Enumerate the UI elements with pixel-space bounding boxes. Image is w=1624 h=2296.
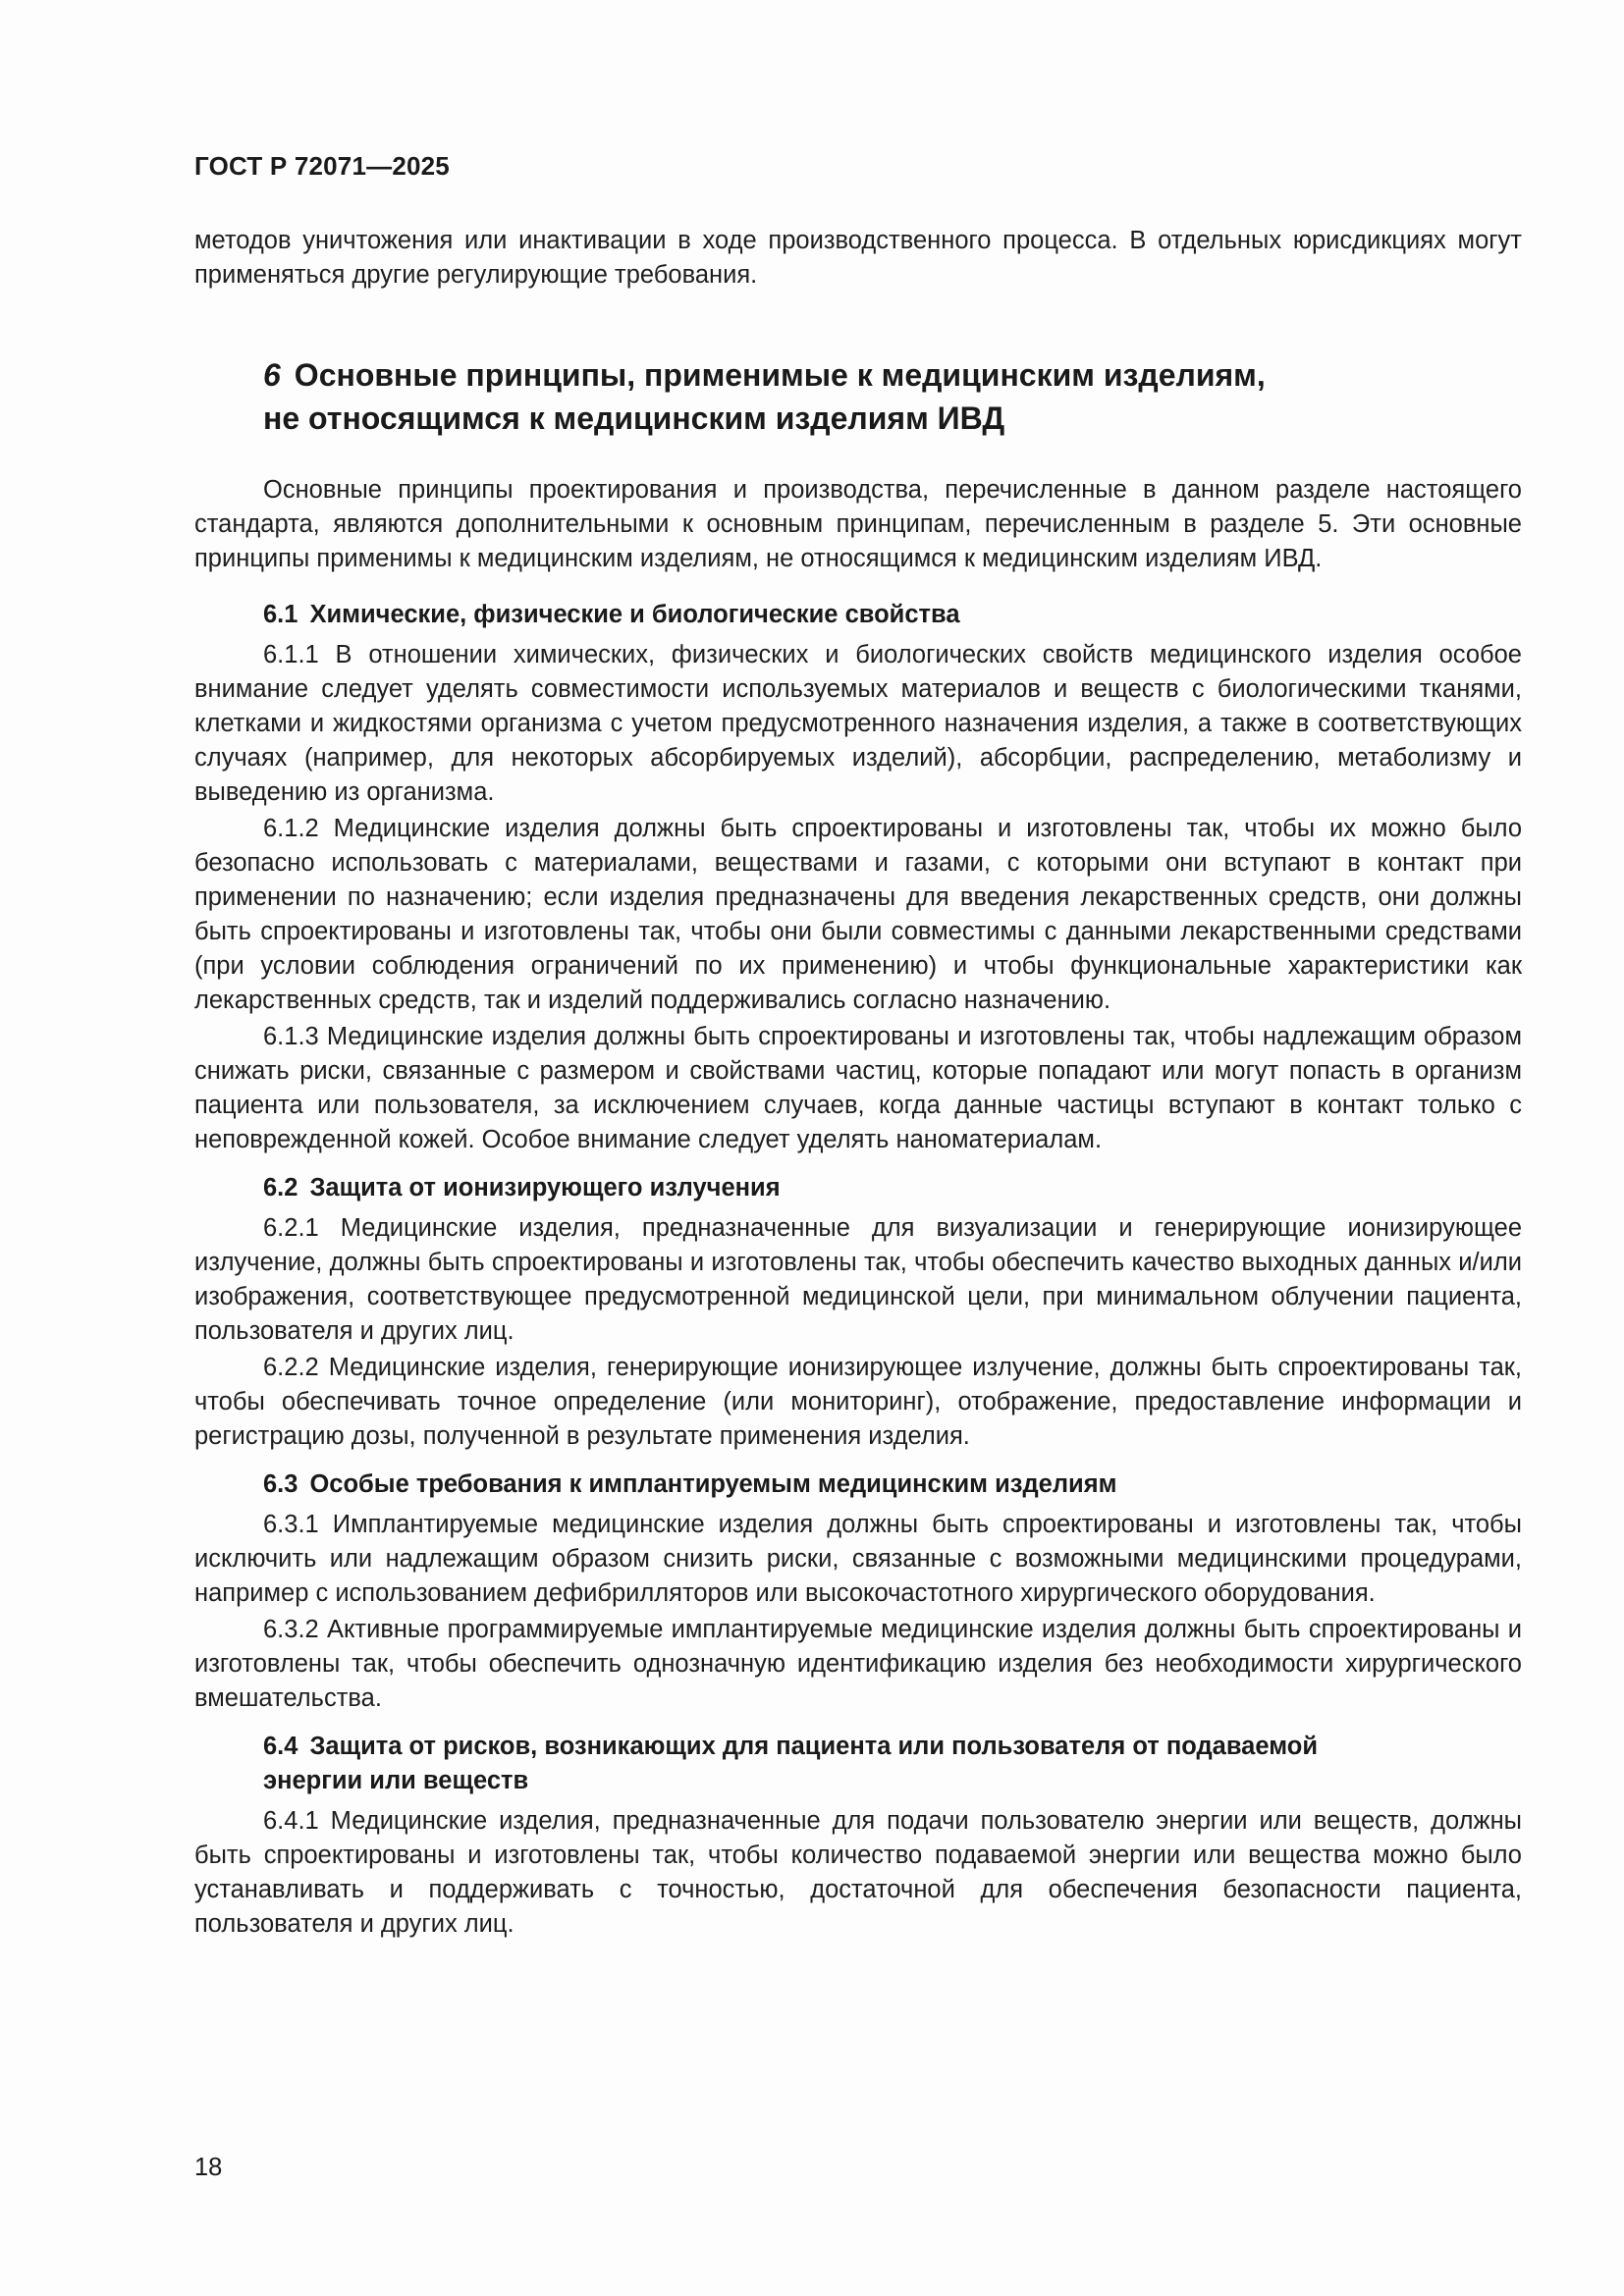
subsection-6-1-heading — [194, 598, 1522, 632]
section-6-heading — [194, 353, 1522, 440]
subsection-6-4-number: 6.4 — [263, 1733, 298, 1760]
subsection-6-4-heading — [194, 1730, 1522, 1798]
section-6-number: 6 — [263, 357, 281, 393]
subsection-6-3-number: 6.3 — [263, 1470, 298, 1498]
subsection-6-4-title-line2: энергии или веществ — [263, 1767, 529, 1794]
subsection-6-1-number: 6.1 — [263, 601, 298, 628]
section-6-title-line1: Основные принципы, применимые к медицинским изделиям, — [294, 357, 1266, 393]
paragraph-6-1-3: 6.1.3 Медицинские изделия должны быть спроектированы и изготовлены так, чтобы надлежащим образом снижать риски, связанные с размером и свойствами частиц, которые попадают или могут попасть в организм пациента или пользователя, за исключением случаев, когда данные частицы вступают в контакт только с неповрежденной кожей. Особое внимание следует уделять наноматериалам. — [194, 1023, 1522, 1153]
paragraph-6-4-1: 6.4.1 Медицинские изделия, предназначенные для подачи пользователю энергии или веществ, должны быть спроектированы и изготовлены так, чтобы количество подаваемой энергии или вещества можно было устанавливать и поддерживать с точностью, достаточной для обеспечения безопасности пациента, пользователя и других лиц. — [194, 1807, 1522, 1938]
paragraph-6-2-2: 6.2.2 Медицинские изделия, генерирующие ионизирующее излучение, должны быть спроектированы так, чтобы обеспечивать точное определение (или мониторинг), отображение, предоставление информации и регистрацию дозы, полученной в результате применения изделия. — [194, 1354, 1522, 1450]
subsection-6-1-title: Химические, физические и биологические свойства — [309, 601, 960, 628]
subsection-6-3-title: Особые требования к имплантируемым медицинским изделиям — [309, 1470, 1117, 1498]
section-6-title-line2: не относящимся к медицинским изделиям ИВД — [263, 400, 1005, 436]
paragraph-6-1-2: 6.1.2 Медицинские изделия должны быть спроектированы и изготовлены так, чтобы их можно было безопасно использовать с материалами, веществами и газами, с которыми они вступают в контакт при применении по назначению; если изделия предназначены для введения лекарственных средств, они должны быть спроектированы и изготовлены так, чтобы они были совместимы с данными лекарственными средствами (при условии соблюдения ограничений по их применению) и чтобы функциональные характеристики как лекарственных средств, так и изделий поддерживались согласно назначению. — [194, 815, 1522, 1014]
page-content — [194, 224, 1522, 1942]
running-header: ГОСТ Р 72071—2025 — [194, 151, 450, 181]
section-6-intro: Основные принципы проектирования и производства, перечисленные в данном разделе настоящего стандарта, являются дополнительными к основным принципам, перечисленным в разделе 5. Эти основные принципы применимы к медицинским изделиям, не относящимся к медицинским изделиям ИВД. — [194, 476, 1522, 572]
paragraph-6-2-1: 6.2.1 Медицинские изделия, предназначенные для визуализации и генерирующие ионизирующее излучение, должны быть спроектированы и изготовлены так, чтобы обеспечить качество выходных данных и/или изображения, соответствующее предусмотренной медицинской цели, при минимальном облучении пациента, пользователя и других лиц. — [194, 1214, 1522, 1345]
paragraph-6-3-1: 6.3.1 Имплантируемые медицинские изделия должны быть спроектированы и изготовлены так, чтобы исключить или надлежащим образом снизить риски, связанные с возможными медицинскими процедурами, например с использованием дефибрилляторов или высокочастотного хирургического оборудования. — [194, 1511, 1522, 1607]
subsection-6-2-title: Защита от ионизирующего излучения — [309, 1174, 781, 1201]
paragraph-6-1-1: 6.1.1 В отношении химических, физических и биологических свойств медицинского изделия особое внимание следует уделять совместимости используемых материалов и веществ с биологическими тканями, клетками и жидкостями организма с учетом предусмотренного назначения изделия, а также в соответствующих случаях (например, для некоторых абсорбируемых изделий), абсорбции, распределению, метаболизму и выведению из организма. — [194, 641, 1522, 806]
subsection-6-2-heading — [194, 1171, 1522, 1205]
subsection-6-2-number: 6.2 — [263, 1174, 298, 1201]
page-number: 18 — [194, 2154, 223, 2181]
subsection-6-3-heading — [194, 1468, 1522, 1502]
paragraph-6-3-2: 6.3.2 Активные программируемые имплантируемые медицинские изделия должны быть спроектированы и изготовлены так, чтобы обеспечить однозначную идентификацию изделия без необходимости хирургического вмешательства. — [194, 1616, 1522, 1712]
subsection-6-4-title-line1: Защита от рисков, возникающих для пациента или пользователя от подаваемой — [309, 1733, 1318, 1760]
carryover-paragraph: методов уничтожения или инактивации в ходе производственного процесса. В отдельных юрисдикциях могут применяться другие регулирующие требования. — [194, 227, 1522, 289]
